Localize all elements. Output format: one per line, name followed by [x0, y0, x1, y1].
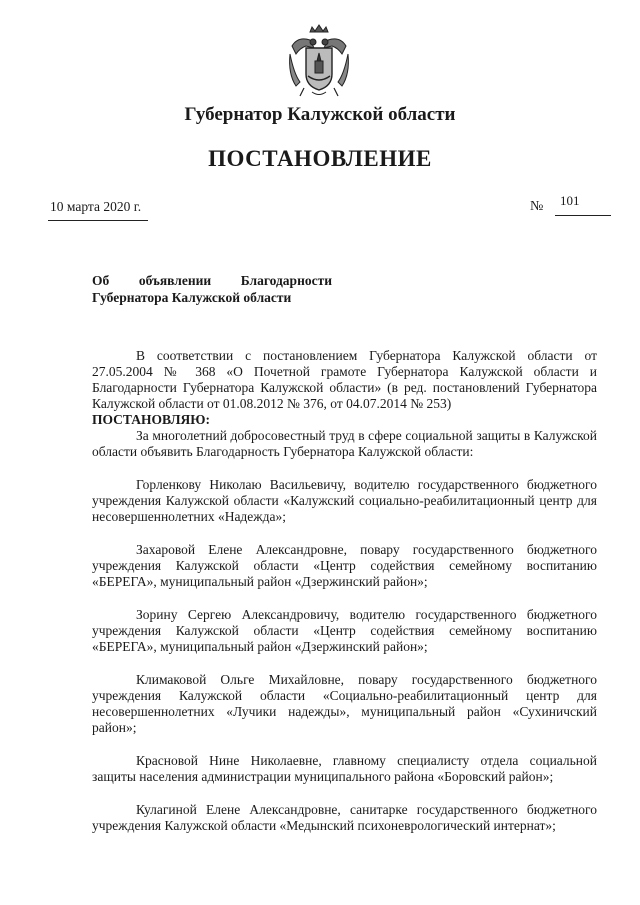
issuer-title: Губернатор Калужской области	[184, 104, 456, 125]
subject-line-1	[92, 272, 332, 289]
document-number: 101	[560, 193, 580, 208]
awardee-paragraph: Зорину Сергею Александровичу, водителю государственного бюджетного учреждения Калужской области «Центр содействия семейному воспитанию «БЕРЕГА», муниципальный район «Дзержинский район»;	[92, 607, 597, 654]
preamble-paragraph: В соответствии с постановлением Губернатора Калужской области от 27.05.2004 № 368 «О Почетной грамоте Губернатора Калужской области и Благодарности Губернатора Калужской области» (в ред. постановлений Губернатора Калужской области от 01.08.2012 № 376, от 04.07.2014 № 253)	[92, 348, 597, 411]
number-sign: №	[530, 199, 544, 214]
subject-line-2: Губернатора Калужской области	[92, 290, 292, 305]
coat-of-arms-emblem	[286, 24, 352, 98]
number-underline	[555, 215, 611, 216]
document-subject	[92, 272, 332, 306]
resolve-word: ПОСТАНОВЛЯЮ:	[92, 412, 210, 427]
awardee-paragraph: Климаковой Ольге Михайловне, повару государственного бюджетного учреждения Калужской области «Социально-реабилитационный центр для несовершеннолетних «Лучики надежды», муниципальный район «Сухиничский район»;	[92, 672, 597, 735]
subject-word: объявлении	[138, 273, 212, 288]
awardee-paragraph: Красновой Нине Николаевне, главному специалисту отдела социальной защиты населения администрации муниципального района «Боровский район»;	[92, 753, 597, 784]
awardee-paragraph: Захаровой Елене Александровне, повару государственного бюджетного учреждения Калужской области «Центр содействия семейному воспитанию «БЕРЕГА», муниципальный район «Дзержинский район»;	[92, 542, 597, 589]
intro-paragraph: За многолетний добросовестный труд в сфере социальной защиты в Калужской области объявить Благодарность Губернатора Калужской области:	[92, 428, 597, 459]
subject-word: Благодарности	[240, 273, 332, 288]
document-body	[92, 348, 597, 834]
subject-word: Об	[92, 273, 110, 288]
document-date: 10 марта 2020 г.	[50, 199, 142, 214]
awardee-paragraph: Кулагиной Елене Александровне, санитарке государственного бюджетного учреждения Калужской области «Медынский психоневрологический интернат»;	[92, 802, 597, 833]
document-type-title: ПОСТАНОВЛЕНИЕ	[208, 146, 432, 171]
date-underline	[48, 220, 148, 221]
awardee-paragraph: Горленкову Николаю Васильевичу, водителю государственного бюджетного учреждения Калужской области «Калужский социально-реабилитационный центр для несовершеннолетних «Надежда»;	[92, 477, 597, 524]
